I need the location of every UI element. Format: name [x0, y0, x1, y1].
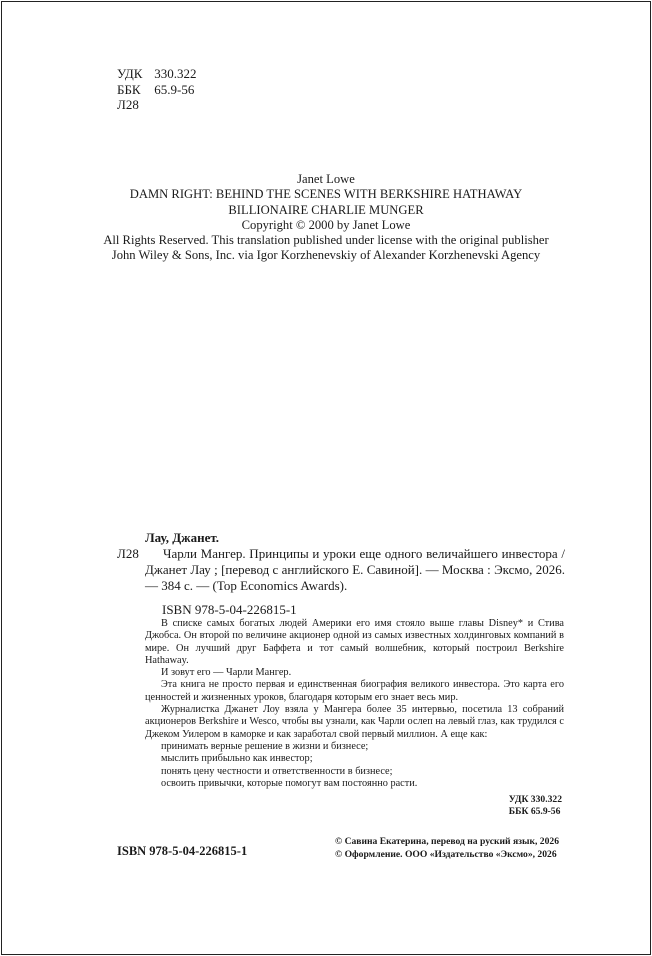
annotation-paragraph: Эта книга не просто первая и единственная биография великого инвестора. Это карта его ценностей и жизненных уроков, благодаря которым его знает весь мир. — [145, 679, 564, 703]
copyright-block — [335, 836, 559, 861]
annotation-list-item: принимать верные решение в жизни и бизнесе; — [161, 740, 369, 752]
footer-bbk: ББК 65.9-56 — [508, 806, 561, 817]
bib-mark: Л28 — [117, 546, 139, 561]
design-copyright: © Оформление. ООО «Издательство «Эксмо», 2026 — [335, 848, 557, 860]
classification-codes — [117, 66, 197, 113]
bbk-label: ББК — [117, 81, 141, 97]
annotation-paragraph: В списке самых богатых людей Америки его имя стояло выше главы Disney* и Стива Джобса. Он второй по величине акционер одной из самых известных холдинговых компаний в мире. Он лучший друг Баффета и тот самый волшебник, который построил Berkshire Hathaway. — [145, 618, 564, 666]
footer-codes — [509, 794, 562, 818]
bbk-code — [117, 82, 197, 98]
annotation-list-item: мыслить прибыльно как инвестор; — [161, 753, 313, 765]
udk-code — [117, 66, 197, 82]
author-mark: Л28 — [117, 97, 139, 112]
annotation-paragraph: И зовут его — Чарли Мангер. — [161, 667, 292, 679]
bib-isbn: ISBN 978-5-04-226815-1 — [162, 602, 297, 617]
original-copyright: Copyright © 2000 by Janet Lowe — [241, 217, 411, 232]
footer-isbn: ISBN 978-5-04-226815-1 — [117, 844, 248, 858]
annotation-paragraph: Журналистка Джанет Лоу взяла у Мангера более 35 интервью, посетила 13 собраний акционеров Berkshire и Wesco, чтобы вы узнали, как Чарли ослеп на левый глаз, как трудился с Джеком Уилером в каморке и как заработал свой первый миллион. А еще как: — [145, 704, 564, 740]
bibliographic-record — [117, 530, 565, 618]
rights-line-1: All Rights Reserved. This translation published under license with the original publisher — [103, 233, 549, 248]
annotation-list-item: понять цену честности и ответственности в бизнесе; — [161, 765, 393, 777]
annotation — [145, 618, 564, 790]
original-title: DAMN RIGHT: BEHIND THE SCENES WITH BERKSHIRE HATHAWAY — [129, 187, 523, 202]
udk-value: 330.322 — [154, 66, 197, 81]
annotation-list-item: освоить привычки, которые помогут вам постоянно расти. — [161, 777, 418, 789]
bbk-value: 65.9-56 — [154, 81, 195, 97]
bib-description: Чарли Мангер. Принципы и уроки еще одного величайшего инвестора / Джанет Лау ; [перевод с английского Е. Савиной]. — Москва : Эксмо, 2026. — 384 с. — (Top Economics Awards). — [145, 546, 565, 593]
original-author: Janet Lowe — [297, 172, 355, 186]
original-edition-info — [0, 172, 652, 264]
rights-line-2: John Wiley & Sons, Inc. via Igor Korzhenevskiy of Alexander Korzhenevski Agency — [111, 248, 541, 263]
translation-copyright: © Савина Екатерина, перевод на руский язык, 2026 — [335, 836, 559, 847]
udk-label: УДК — [117, 66, 143, 81]
footer-udk: УДК 330.322 — [508, 794, 562, 805]
bib-author: Лау, Джанет. — [145, 530, 220, 545]
original-subtitle: BILLIONAIRE CHARLIE MUNGER — [228, 202, 424, 217]
